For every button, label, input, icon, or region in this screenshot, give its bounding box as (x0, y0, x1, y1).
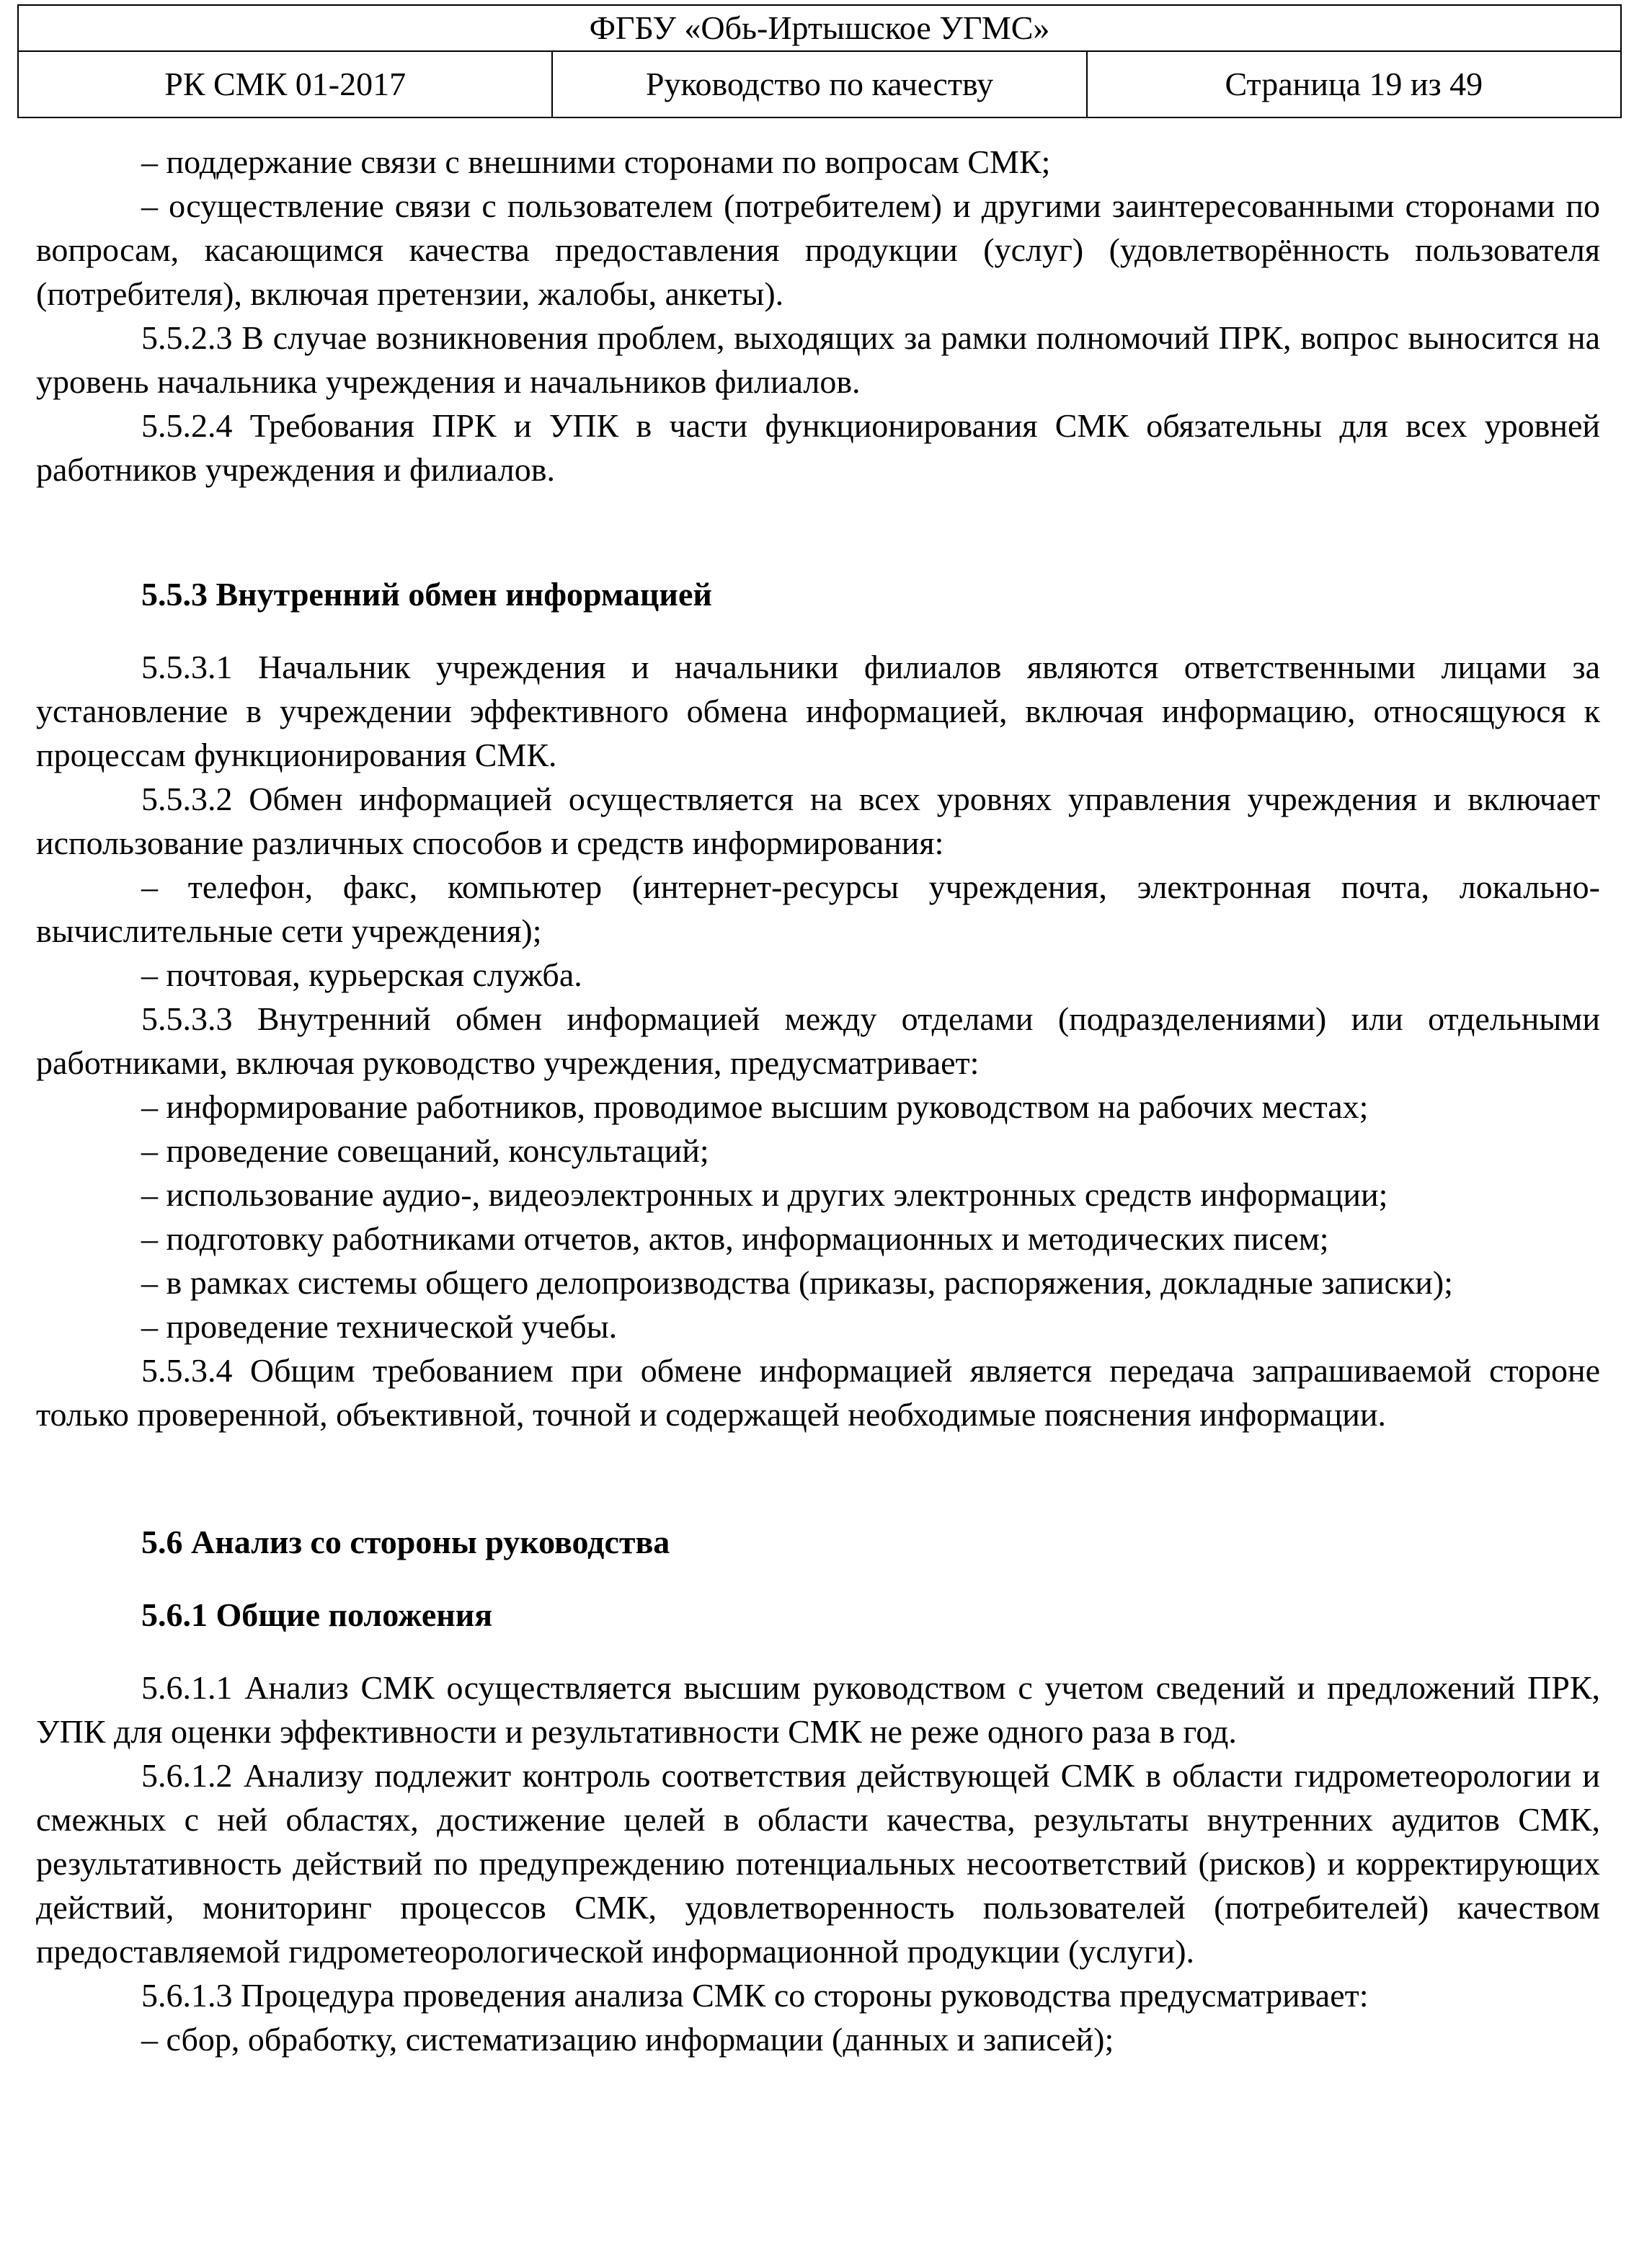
list-item: – подготовку работниками отчетов, актов, информационных и методических писем; (141, 1220, 1329, 1257)
list-item: – проведение совещаний, консультаций; (141, 1132, 709, 1169)
section-heading: 5.6 Анализ со стороны руководства (141, 1524, 670, 1560)
list-item: – телефон, факс, компьютер (интернет-ресурсы учреждения, электронная почта, локально-вычислительные сети учреждения); (36, 868, 1600, 949)
subsection-heading: 5.6.1 Общие положения (141, 1596, 493, 1633)
list-item: – проведение технической учебы. (141, 1308, 618, 1345)
list-item: – почтовая, курьерская служба. (141, 956, 582, 993)
paragraph: 5.5.3.4 Общим требованием при обмене информацией является передача запрашиваемой стороне только проверенной, объективной, точной и содержащей необходимые пояснения информации. (36, 1352, 1600, 1433)
list-item: – использование аудио-, видеоэлектронных и других электронных средств информации; (141, 1176, 1388, 1213)
document-title: Руководство по качеству (551, 52, 1085, 117)
section-heading: 5.5.3 Внутренний обмен информацией (141, 576, 712, 613)
organization-name: ФГБУ «Обь-Иртышское УГМС» (19, 6, 1620, 52)
paragraph: 5.5.3.2 Обмен информацией осуществляется на всех уровнях управления учреждения и включает использование различных способов и средств информирования: (36, 781, 1600, 861)
paragraph: 5.5.2.4 Требования ПРК и УПК в части функционирования СМК обязательны для всех уровней работников учреждения и филиалов. (36, 407, 1600, 488)
document-code: РК СМК 01-2017 (164, 66, 407, 102)
paragraph: 5.6.1.3 Процедура проведения анализа СМК со стороны руководства предусматривает: (141, 1977, 1369, 2014)
paragraph: 5.5.2.3 В случае возникновения проблем, выходящих за рамки полномочий ПРК, вопрос выносится на уровень начальника учреждения и начальников филиалов. (36, 319, 1600, 400)
paragraph: 5.6.1.2 Анализу подлежит контроль соответствия действующей СМК в области гидрометеорологии и смежных с ней областях, достижение целей в области качества, результаты внутренних аудитов СМК, результативность действий по предупреждению потенциальных несоответствий (рисков) и корректирующих действий, мониторинг процессов СМК, удовлетворенность пользователей (потребителей) качеством предоставляемой гидрометеорологической информационной продукции (услуги). (36, 1757, 1600, 1970)
list-item: – информирование работников, проводимое высшим руководством на рабочих местах; (141, 1088, 1369, 1125)
paragraph: 5.5.3.3 Внутренний обмен информацией между отделами (подразделениями) или отдельными работниками, включая руководство учреждения, предусматривает: (36, 1000, 1600, 1081)
header-info-row (19, 52, 1620, 117)
list-item: – осуществление связи с пользователем (потребителем) и другими заинтересованными сторонами по вопросам, касающимся качества предоставления продукции (услуг) (удовлетворённость пользователя (потребителя), включая претензии, жалобы, анкеты). (36, 187, 1600, 312)
document-body (36, 140, 1600, 2061)
page-number: Страница 19 из 49 (1086, 52, 1620, 117)
paragraph: 5.6.1.1 Анализ СМК осуществляется высшим руководством с учетом сведений и предложений ПРК, УПК для оценки эффективности и результативности СМК не реже одного раза в год. (36, 1669, 1600, 1750)
paragraph: 5.5.3.1 Начальник учреждения и начальники филиалов являются ответственными лицами за установление в учреждении эффективного обмена информацией, включая информацию, относящуюся к процессам функционирования СМК. (36, 649, 1600, 773)
list-item: – в рамках системы общего делопроизводства (приказы, распоряжения, докладные записки); (141, 1264, 1453, 1301)
list-item: – поддержание связи с внешними сторонами по вопросам СМК; (141, 143, 1051, 180)
document-header (17, 4, 1622, 118)
list-item: – сбор, обработку, систематизацию информации (данных и записей); (141, 2021, 1114, 2058)
